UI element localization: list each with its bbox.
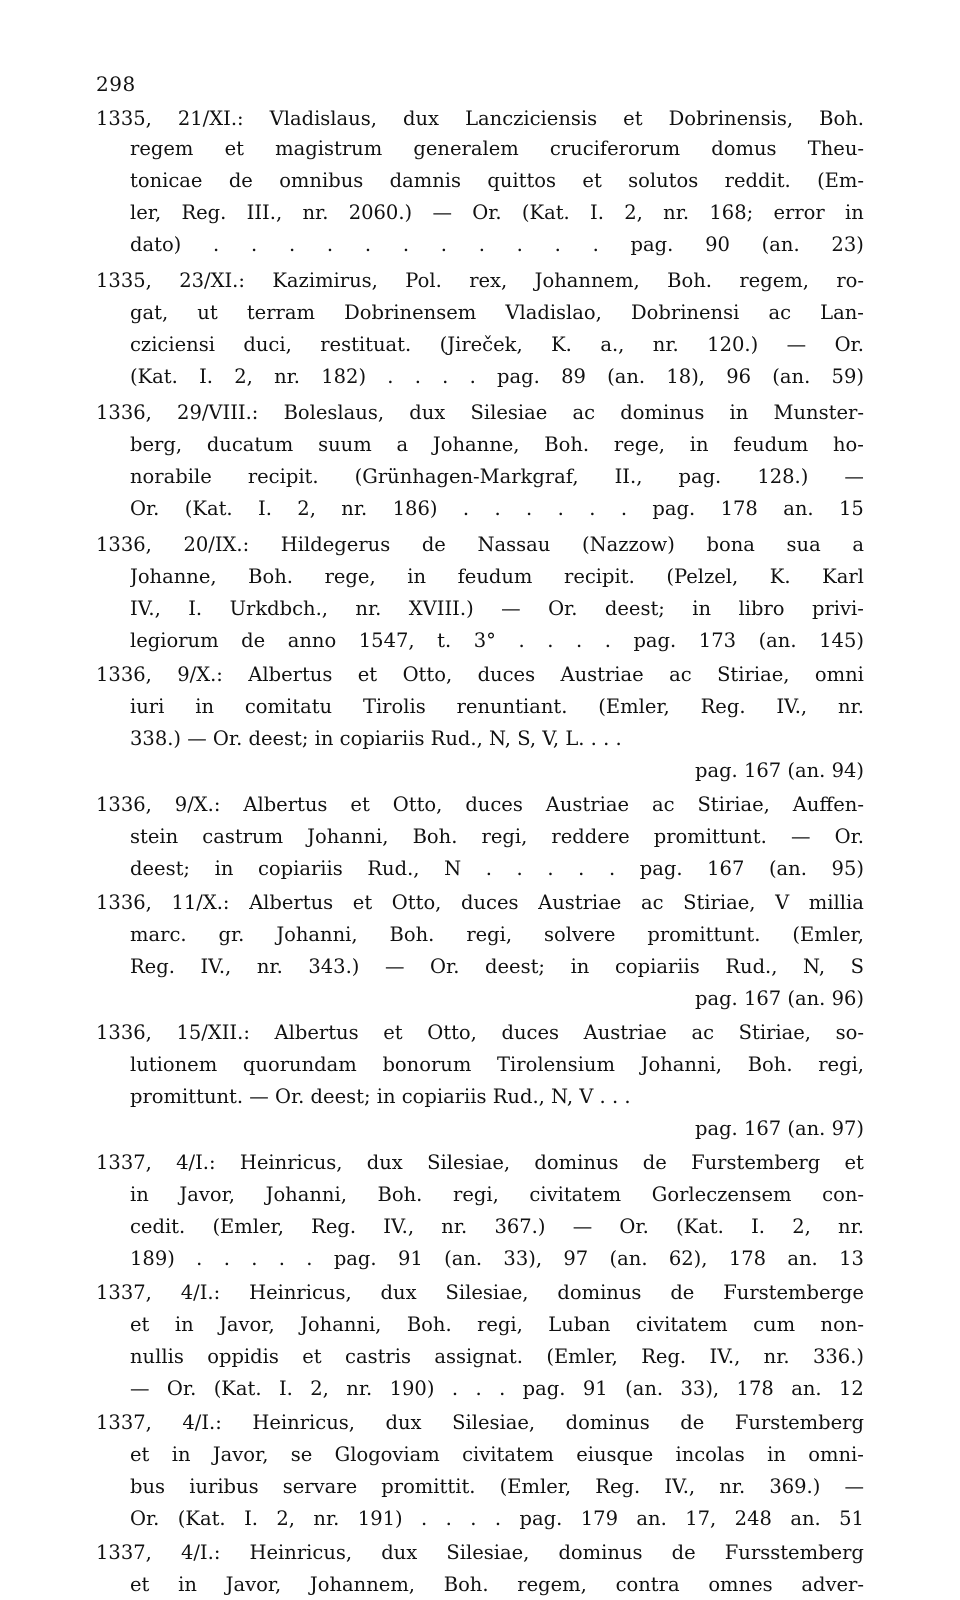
text-line: Reg. IV., nr. 343.) — Or. deest; in copiariis Rud., N, S — [130, 955, 864, 978]
entry-first-line: 1337, 4/I.: Heinricus, dux Silesiae, dominus de Furstemberg et — [96, 1151, 864, 1174]
text-line: dato) . . . . . . . . . . . pag. 90 (an. 23) — [130, 233, 864, 256]
text-line: et in Javor, Johanni, Boh. regi, Luban civitatem cum non- — [130, 1313, 864, 1336]
text-line: bus iuribus servare promittit. (Emler, Reg. IV., nr. 369.) — — [130, 1475, 864, 1498]
text-line: legiorum de anno 1547, t. 3° . . . . pag. 173 (an. 145) — [130, 629, 864, 652]
entry-first-line: 1336, 9/X.: Albertus et Otto, duces Austriae ac Stiriae, Auffen- — [96, 793, 864, 816]
text-line: cedit. (Emler, Reg. IV., nr. 367.) — Or. (Kat. I. 2, nr. — [130, 1215, 864, 1238]
text-line: 189) . . . . . pag. 91 (an. 33), 97 (an. 62), 178 an. 13 — [130, 1247, 864, 1270]
entry-first-line: 1336, 15/XII.: Albertus et Otto, duces Austriae ac Stiriae, so- — [96, 1021, 864, 1044]
page-reference-line: pag. 167 (an. 96) — [694, 987, 864, 1010]
text-line: (Kat. I. 2, nr. 182) . . . . pag. 89 (an. 18), 96 (an. 59) — [130, 365, 864, 388]
page-number: 298 — [96, 72, 136, 96]
text-line: nullis oppidis et castris assignat. (Emler, Reg. IV., nr. 336.) — [130, 1345, 864, 1368]
text-line: Or. (Kat. I. 2, nr. 191) . . . . pag. 179 an. 17, 248 an. 51 — [130, 1507, 864, 1530]
text-line: deest; in copiariis Rud., N . . . . . pag. 167 (an. 95) — [130, 857, 864, 880]
entry-first-line: 1337, 4/I.: Heinricus, dux Silesiae, dominus de Furstemberg — [96, 1411, 864, 1434]
entry-first-line: 1336, 11/X.: Albertus et Otto, duces Austriae ac Stiriae, V millia — [96, 891, 864, 914]
text-line: lutionem quorundam bonorum Tirolensium Johanni, Boh. regi, — [130, 1053, 864, 1076]
text-line: promittunt. — Or. deest; in copiariis Rud., N, V . . . — [130, 1085, 631, 1108]
text-line: stein castrum Johanni, Boh. regi, reddere promittunt. — Or. — [130, 825, 864, 848]
entry-first-line: 1335, 21/XI.: Vladislaus, dux Lancziciensis et Dobrinensis, Boh. — [96, 107, 864, 130]
text-line: gat, ut terram Dobrinensem Vladislao, Dobrinensi ac Lan- — [130, 301, 864, 324]
entry-first-line: 1335, 23/XI.: Kazimirus, Pol. rex, Johannem, Boh. regem, ro- — [96, 269, 864, 292]
text-line: et in Javor, se Glogoviam civitatem eiusque incolas in omni- — [130, 1443, 864, 1466]
text-line: et in Javor, Johannem, Boh. regem, contra omnes adver- — [130, 1573, 864, 1596]
text-line: 338.) — Or. deest; in copiariis Rud., N, S, V, L. . . . — [130, 727, 622, 750]
text-line: regem et magistrum generalem cruciferorum domus Theu- — [130, 137, 864, 160]
text-line: norabile recipit. (Grünhagen-Markgraf, II., pag. 128.) — — [130, 465, 864, 488]
text-line: Johanne, Boh. rege, in feudum recipit. (Pelzel, K. Karl — [130, 565, 864, 588]
entry-first-line: 1336, 20/IX.: Hildegerus de Nassau (Nazzow) bona sua a — [96, 533, 864, 556]
page-reference-line: pag. 167 (an. 94) — [694, 759, 864, 782]
entry-first-line: 1336, 29/VIII.: Boleslaus, dux Silesiae ac dominus in Munster- — [96, 401, 864, 424]
text-line: marc. gr. Johanni, Boh. regi, solvere promittunt. (Emler, — [130, 923, 864, 946]
text-line: iuri in comitatu Tirolis renuntiant. (Emler, Reg. IV., nr. — [130, 695, 864, 718]
text-line: berg, ducatum suum a Johanne, Boh. rege, in feudum ho- — [130, 433, 864, 456]
text-line: in Javor, Johanni, Boh. regi, civitatem Gorleczensem con- — [130, 1183, 864, 1206]
text-line: IV., I. Urkdbch., nr. XVIII.) — Or. deest; in libro privi- — [130, 597, 864, 620]
text-line: Or. (Kat. I. 2, nr. 186) . . . . . . pag. 178 an. 15 — [130, 497, 864, 520]
entry-first-line: 1337, 4/I.: Heinricus, dux Silesiae, dominus de Furstemberge — [96, 1281, 864, 1304]
entry-first-line: 1337, 4/I.: Heinricus, dux Silesiae, dominus de Fursstemberg — [96, 1541, 864, 1564]
text-line: — Or. (Kat. I. 2, nr. 190) . . . pag. 91 (an. 33), 178 an. 12 — [130, 1377, 864, 1400]
text-line: ler, Reg. III., nr. 2060.) — Or. (Kat. I. 2, nr. 168; error in — [130, 201, 864, 224]
text-line: cziciensi duci, restituat. (Jireček, K. a., nr. 120.) — Or. — [130, 333, 864, 356]
text-line: tonicae de omnibus damnis quittos et solutos reddit. (Em- — [130, 169, 864, 192]
entry-first-line: 1336, 9/X.: Albertus et Otto, duces Austriae ac Stiriae, omni — [96, 663, 864, 686]
page-reference-line: pag. 167 (an. 97) — [694, 1117, 864, 1140]
